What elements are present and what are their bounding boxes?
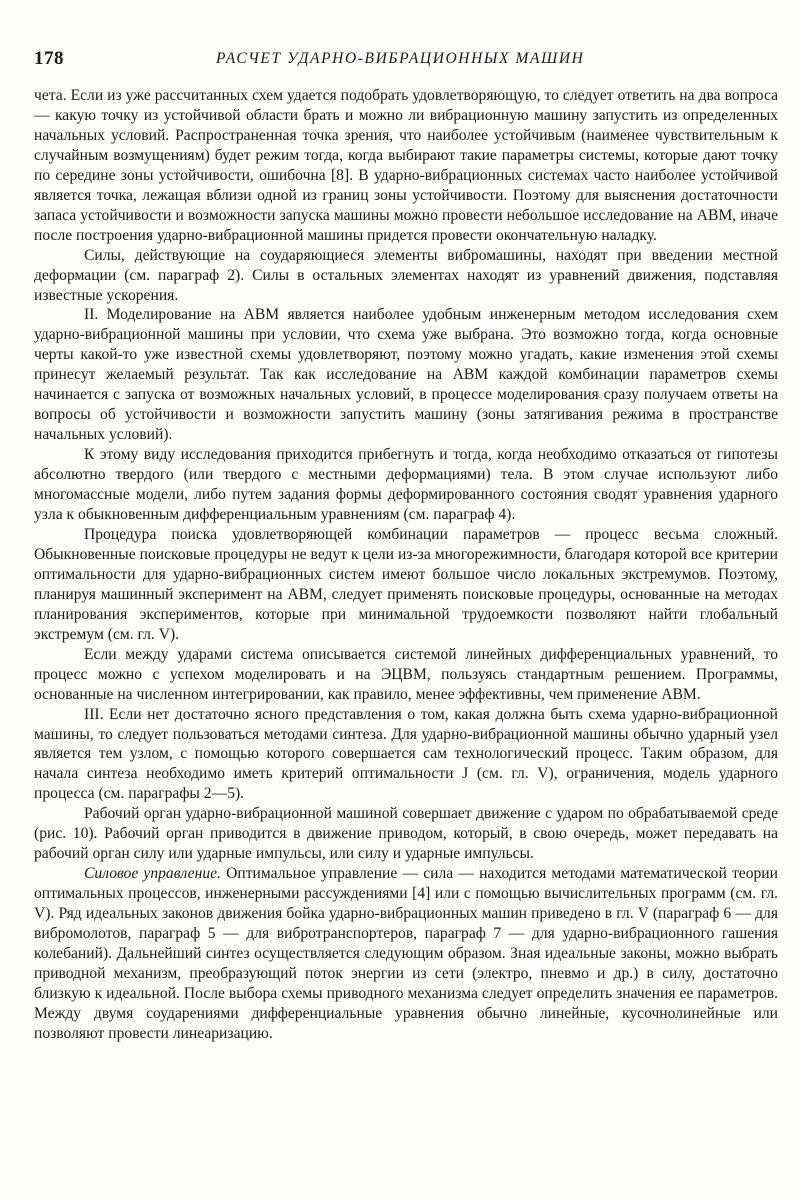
paragraph: Если между ударами система описывается системой линейных дифференциальных уравнений, то процесс можно с успехом моделировать и на ЭЦВМ, пользуясь стандартным решением. Программы, основанные на численном интегрировании, как правило, менее эффективны, чем применение АВМ. <box>34 645 778 703</box>
page-number: 178 <box>34 48 64 69</box>
paragraph: II. Моделирование на АВМ является наиболее удобным инженерным методом исследования схем ударно-вибрационной машины при условии, что схема уже выбрана. Это возможно тогда, когда основные черты какой-то уже известной схемы удовлетворяют, поэтому можно угадать, какие изменения этой схемы принесут желаемый результат. Так как исследование на АВМ каждой комбинации параметров схемы начинается с запуска от возможных начальных условий, в процессе моделирования сразу получаем ответы на вопросы об устойчивости и возможности запустить машину (зоны затягивания режима в пространстве начальных условий). <box>34 306 778 444</box>
paragraph: Силы, действующие на соударяющиеся элементы вибромашины, находят при введении местной деформации (см. параграф 2). Силы в остальных элементах находят из уравнений движения, подставляя известные ускорения. <box>34 246 778 304</box>
running-title: РАСЧЕТ УДАРНО-ВИБРАЦИОННЫХ МАШИН <box>216 50 585 67</box>
paragraph-body: Оптимальное управление — сила — находится методами математической теории оптимальных процессов, инженерными рассуждениями [4] или с помощью вычислительных программ (см. гл. V). Ряд идеальных законов движения бойка ударно-вибрационных машин приведено в гл. V (параграф 6 — для вибромолотов, параграф 5 — для вибротранспортеров, параграф 7 — для ударно-вибрационного гашения колебаний). Дальнейший синтез осуществляется следующим образом. Зная идеальные законы, можно выбрать приводной механизм, преобразующий поток энергии из сети (электро, пневмо и др.) в силу, достаточно близкую к идеальной. После выбора схемы приводного механизма следует определить значения ее параметров. Между двумя соударениями дифференциальные уравнения обычно линейные, кусочнолинейные или позволяют провести линеаризацию. <box>34 865 778 1042</box>
paragraph-lead-italic: Силовое управление. <box>84 865 221 883</box>
paragraph: Процедура поиска удовлетворяющей комбинации параметров — процесс весьма сложный. Обыкновенные поисковые процедуры не ведут к цели из-за многорежимности, благодаря которой все критерии оптимальности для ударно-вибрационных систем имеют большое число локальных экстремумов. Поэтому, планируя машинный эксперимент на АВМ, следует применять поисковые процедуры, основанные на методах планирования экспериментов, которые при минимальной трудоемкости позволяют найти глобальный экстремум (см. гл. V). <box>34 525 778 643</box>
paragraph: Рабочий орган ударно-вибрационной машиной совершает движение с ударом по обрабатываемой среде (рис. 10). Рабочий орган приводится в движение приводом, который, в свою очередь, может передавать на рабочий орган силу или ударные импульсы, или силу и ударные импульсы. <box>34 805 778 863</box>
paragraph-continuation: чета. Если из уже рассчитанных схем удается подобрать удовлетворяющую, то следует ответить на два вопроса — какую точку из устойчивой области брать и можно ли вибрационную машину запустить из определенных начальных условий. Распространенная точка зрения, что наиболее устойчивым (наименее чувствительным к случайным возмущениям) будет режим тогда, когда выбирают такие параметры системы, которые дают точку по середине зоны устойчивости, ошибочна [8]. В ударно-вибрационных системах часто наиболее устойчивой является точка, лежащая вблизи одной из границ зоны устойчивости. Поэтому для выяснения достаточности запаса устойчивости и возможности запуска машины можно провести небольшое исследование на АВМ, иначе после построения ударно-вибрационной машины придется провести окончательную наладку. <box>34 87 778 244</box>
body-text <box>34 86 778 1044</box>
page-header <box>34 48 778 74</box>
paragraph: III. Если нет достаточно ясного представления о том, какая должна быть схема ударно-вибрационной машины, то следует пользоваться методами синтеза. Для ударно-вибрационной машины обычно ударный узел является тем узлом, с помощью которого совершается сам технологический процесс. Таким образом, для начала синтеза необходимо иметь критерий оптимальности J (см. гл. V), ограничения, модель ударного процесса (см. параграфы 2—5). <box>34 705 778 803</box>
paragraph-force-control <box>34 864 778 1044</box>
paragraph: К этому виду исследования приходится прибегнуть и тогда, когда необходимо отказаться от гипотезы абсолютно твердого (или твердого с местными деформациями) тела. В этом случае используют либо многомассные модели, либо путем задания формы деформированного состояния сводят уравнения ударного узла к обыкновенным дифференциальным уравнениям (см. параграф 4). <box>34 446 778 524</box>
